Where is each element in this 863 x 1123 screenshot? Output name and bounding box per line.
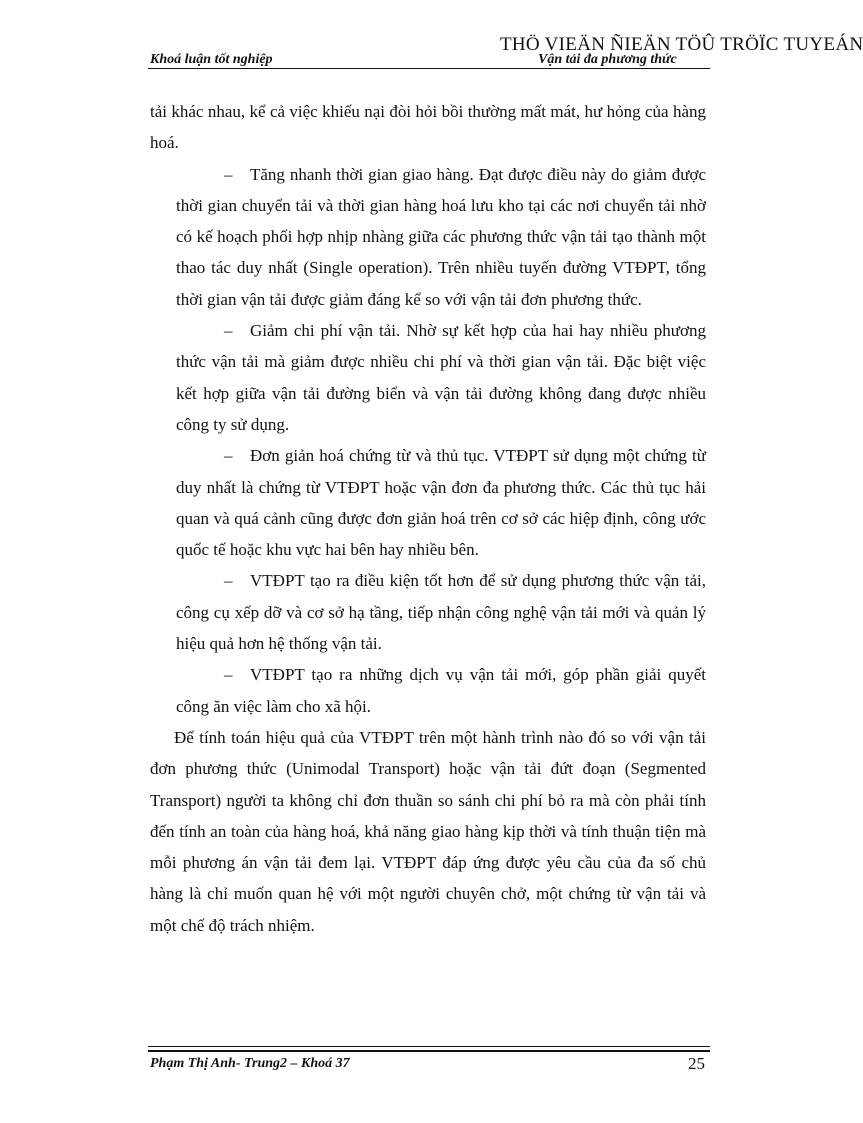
dash-bullet: – [224, 446, 233, 466]
list-item [176, 159, 706, 315]
dash-bullet: – [224, 321, 233, 341]
footer-author: Phạm Thị Anh- Trung2 – Khoá 37 [150, 1056, 350, 1071]
footer-rule-thin [148, 1046, 710, 1047]
list-item-text: Giảm chi phí vận tải. Nhờ sự kết hợp của hai hay nhiều phương thức vận tải mà giảm được nhiều chi phí và thời gian vận tải. Đặc biệt việc kết hợp giữa vận tải đường biển và vận tải đường không đang được nhiều công ty sử dụng. [176, 321, 706, 434]
dash-bullet: – [224, 571, 233, 591]
list-item-text: Tăng nhanh thời gian giao hàng. Đạt được điều này do giảm được thời gian chuyển tải và thời gian hàng hoá lưu kho tại các nơi chuyển tải nhờ có kế hoạch phối hợp nhịp nhàng giữa các phương thức vận tải tạo thành một thao tác duy nhất (Single operation). Trên nhiều tuyến đường VTĐPT, tổng thời gian vận tải được giảm đáng kể so với vận tải đơn phương thức. [176, 164, 706, 309]
library-watermark: THÖ VIEÄN ÑIEÄN TÖÛ TRÖÏC TUYEÁN [500, 34, 863, 55]
dash-bullet: – [224, 665, 233, 685]
list-item [176, 659, 706, 722]
footer-rule-thick [148, 1050, 710, 1052]
header-rule [148, 68, 710, 69]
page-number: 25 [688, 1054, 705, 1073]
dash-bullet: – [224, 164, 233, 184]
list-item [176, 440, 706, 565]
benefits-list [150, 159, 706, 722]
list-item [176, 565, 706, 659]
list-item-text: VTĐPT tạo ra điều kiện tốt hơn để sử dụng phương thức vận tải, công cụ xếp dỡ và cơ sở hạ tầng, tiếp nhận công nghệ vận tải mới và quản lý hiệu quả hơn hệ thống vận tải. [176, 571, 706, 654]
header-thesis-label: Khoá luận tốt nghiệp [150, 52, 273, 67]
header-topic-label: Vận tải đa phương thức [538, 52, 677, 67]
page-body [150, 96, 706, 941]
closing-paragraph: Để tính toán hiệu quả của VTĐPT trên một hành trình nào đó so với vận tải đơn phương thức (Unimodal Transport) hoặc vận tải đứt đoạn (Segmented Transport) người ta không chỉ đơn thuần so sánh chi phí bỏ ra mà còn phải tính đến tính an toàn của hàng hoá, khả năng giao hàng kịp thời và tính thuận tiện mà mỗi phương án vận tải đem lại. VTĐPT đáp ứng được yêu cầu của đa số chủ hàng là chỉ muốn quan hệ với một người chuyên chở, một chứng từ vận tải và một chế độ trách nhiệm. [150, 727, 706, 935]
list-item [176, 315, 706, 440]
lead-paragraph: tải khác nhau, kể cả việc khiếu nại đòi hỏi bồi thường mất mát, hư hỏng của hàng hoá. [150, 102, 706, 153]
list-item-text: Đơn giản hoá chứng từ và thủ tục. VTĐPT sử dụng một chứng từ duy nhất là chứng từ VTĐPT hoặc vận đơn đa phương thức. Các thủ tục hải quan và quá cảnh cũng được đơn giản hoá trên cơ sở các hiệp định, công ước quốc tế hoặc khu vực hai bên hay nhiều bên. [176, 446, 706, 560]
list-item-text: VTĐPT tạo ra những dịch vụ vận tải mới, góp phần giải quyết công ăn việc làm cho xã hội. [176, 665, 706, 716]
